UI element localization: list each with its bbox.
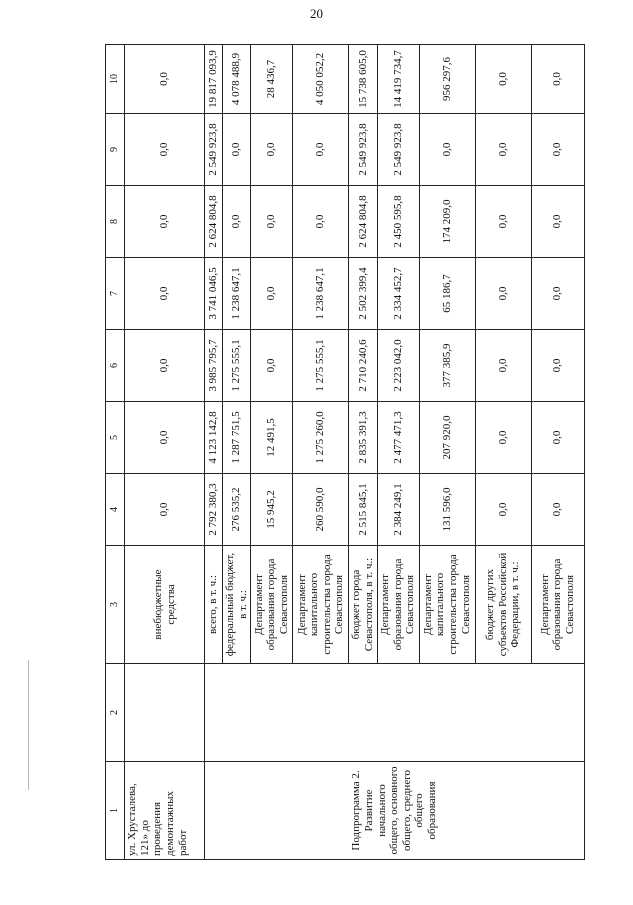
value-cell: 0,0 <box>251 330 293 402</box>
value-cell: 0,0 <box>475 258 531 330</box>
value-cell: 0,0 <box>475 45 531 114</box>
col-number: 6 <box>106 330 125 402</box>
value-cell: 1 287 751,5 <box>223 402 251 474</box>
value-cell: 956 297,6 <box>419 45 475 114</box>
value-cell: 14 419 734,7 <box>377 45 419 114</box>
value-cell: 2 450 595,8 <box>377 186 419 258</box>
value-cell: 0,0 <box>125 186 205 258</box>
value-cell: 1 275 555,1 <box>223 330 251 402</box>
value-cell: 2 223 042,0 <box>377 330 419 402</box>
value-cell: 0,0 <box>293 114 349 186</box>
col-number: 3 <box>106 546 125 664</box>
col-number: 9 <box>106 114 125 186</box>
value-cell: 28 436,7 <box>251 45 293 114</box>
funding-source: Департамент капитального строительства города Севастополя <box>419 546 475 664</box>
funding-source: бюджет города Севастополя, в т. ч.: <box>349 546 377 664</box>
value-cell: 65 186,7 <box>419 258 475 330</box>
value-cell: 0,0 <box>223 186 251 258</box>
value-cell: 3 985 795,7 <box>205 330 223 402</box>
value-cell: 2 334 452,7 <box>377 258 419 330</box>
value-cell: 0,0 <box>475 186 531 258</box>
value-cell: 0,0 <box>125 258 205 330</box>
funding-source: Департамент образования города Севастополя <box>531 546 584 664</box>
value-cell: 0,0 <box>223 114 251 186</box>
empty-cell <box>205 664 585 762</box>
table-row <box>125 45 205 860</box>
funding-source: всего, в т. ч.: <box>205 546 223 664</box>
value-cell: 2 549 923,8 <box>205 114 223 186</box>
value-cell: 260 590,0 <box>293 474 349 546</box>
value-cell: 15 945,2 <box>251 474 293 546</box>
value-cell: 2 477 471,3 <box>377 402 419 474</box>
col-number: 8 <box>106 186 125 258</box>
funding-source: федеральный бюджет, в т. ч.: <box>223 546 251 664</box>
value-cell: 1 238 647,1 <box>293 258 349 330</box>
activity-name: ул. Хрусталева, 121» до проведения демонтажных работ <box>125 762 205 860</box>
col-number: 1 <box>106 762 125 860</box>
value-cell: 0,0 <box>475 114 531 186</box>
budget-table <box>105 44 585 860</box>
value-cell: 4 078 488,9 <box>223 45 251 114</box>
value-cell: 0,0 <box>531 474 584 546</box>
value-cell: 4 050 052,2 <box>293 45 349 114</box>
value-cell: 276 535,2 <box>223 474 251 546</box>
value-cell: 174 209,0 <box>419 186 475 258</box>
funding-source: Департамент образования города Севастополя <box>251 546 293 664</box>
value-cell: 0,0 <box>531 114 584 186</box>
value-cell: 2 792 380,3 <box>205 474 223 546</box>
value-cell: 0,0 <box>125 330 205 402</box>
value-cell: 377 385,9 <box>419 330 475 402</box>
value-cell: 0,0 <box>125 474 205 546</box>
value-cell: 4 123 142,8 <box>205 402 223 474</box>
value-cell: 2 515 845,1 <box>349 474 377 546</box>
value-cell: 0,0 <box>475 330 531 402</box>
value-cell: 1 275 555,1 <box>293 330 349 402</box>
value-cell: 2 624 804,8 <box>349 186 377 258</box>
value-cell: 0,0 <box>251 258 293 330</box>
col-number: 7 <box>106 258 125 330</box>
value-cell: 2 384 249,1 <box>377 474 419 546</box>
value-cell: 0,0 <box>531 258 584 330</box>
margin-mark <box>28 660 29 790</box>
funding-source: Департамент капитального строительства города Севастополя <box>293 546 349 664</box>
value-cell: 0,0 <box>531 186 584 258</box>
value-cell: 0,0 <box>125 114 205 186</box>
column-number-row <box>106 45 125 860</box>
value-cell: 0,0 <box>251 186 293 258</box>
funding-source: Департамент образования города Севастополя <box>377 546 419 664</box>
col-number: 5 <box>106 402 125 474</box>
col-number: 10 <box>106 45 125 114</box>
col-number: 4 <box>106 474 125 546</box>
rotated-table-container <box>105 45 585 860</box>
value-cell: 2 549 923,8 <box>349 114 377 186</box>
value-cell: 12 491,5 <box>251 402 293 474</box>
table-row <box>205 45 223 860</box>
value-cell: 2 624 804,8 <box>205 186 223 258</box>
funding-source: бюджет других субъектов Российской Федерации, в т. ч.: <box>475 546 531 664</box>
value-cell: 2 549 923,8 <box>377 114 419 186</box>
value-cell: 0,0 <box>419 114 475 186</box>
value-cell: 0,0 <box>531 45 584 114</box>
empty-cell <box>125 664 205 762</box>
value-cell: 19 817 093,9 <box>205 45 223 114</box>
value-cell: 3 741 046,5 <box>205 258 223 330</box>
funding-source: внебюджетные средства <box>125 546 205 664</box>
value-cell: 0,0 <box>125 45 205 114</box>
value-cell: 131 596,0 <box>419 474 475 546</box>
page-number: 20 <box>310 6 323 21</box>
value-cell: 0,0 <box>475 402 531 474</box>
value-cell: 0,0 <box>531 402 584 474</box>
value-cell: 1 275 260,0 <box>293 402 349 474</box>
col-number: 2 <box>106 664 125 762</box>
value-cell: 2 835 391,3 <box>349 402 377 474</box>
value-cell: 2 502 399,4 <box>349 258 377 330</box>
value-cell: 0,0 <box>125 402 205 474</box>
value-cell: 207 920,0 <box>419 402 475 474</box>
value-cell: 1 238 647,1 <box>223 258 251 330</box>
value-cell: 0,0 <box>475 474 531 546</box>
value-cell: 2 710 240,6 <box>349 330 377 402</box>
value-cell: 0,0 <box>531 330 584 402</box>
subprogram-name: Подпрограмма 2. Развитие начального общего, основного общего, среднего общего образования <box>205 762 585 860</box>
value-cell: 0,0 <box>293 186 349 258</box>
value-cell: 0,0 <box>251 114 293 186</box>
value-cell: 15 738 605,0 <box>349 45 377 114</box>
